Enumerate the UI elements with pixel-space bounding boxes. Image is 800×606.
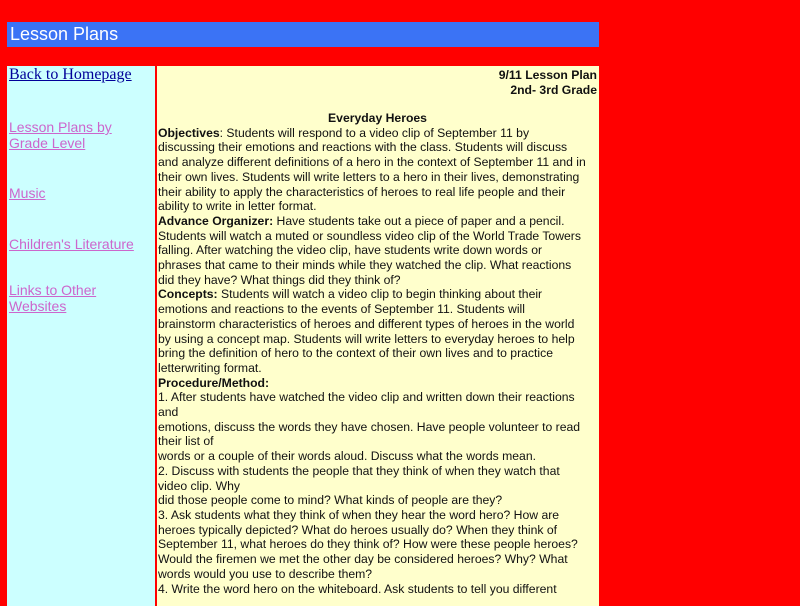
text-line: 4. Write the word hero on the whiteboard. Ask students to tell you different (158, 581, 557, 596)
text-line: did those people come to mind? What kinds of people are they? (158, 493, 503, 508)
text-line: did they have? What things did they think of? (158, 272, 401, 287)
text-line: and (158, 405, 179, 420)
text-line: by using a concept map. Students will write letters to everyday heroes to help (158, 331, 575, 346)
concepts-line (158, 287, 597, 302)
text-line: ability to write in letter format. (158, 199, 317, 214)
text-line: 3. Ask students what they think of when they hear the word hero? How are (158, 507, 560, 522)
text-line: their own lives. Students will write letters to a hero in their lives, demonstrating (158, 169, 580, 184)
text-line: Would the firemen we met the other day be considered heroes? Why? What (158, 552, 568, 567)
text-line: emotions, discuss the words they have chosen. Have people volunteer to read (158, 419, 581, 434)
advance-organizer-text: Have students take out a piece of paper and a pencil. (273, 213, 565, 228)
text-line: Students will watch a muted or soundless video clip of the World Trade Towers (158, 228, 581, 243)
text-line: bring the definition of hero to the context of their own lives and to practice (158, 346, 553, 361)
text-line: 1. After students have watched the video clip and written down their reactions (158, 390, 575, 405)
text-line: their ability to apply the characteristics of heroes to real life people and their (158, 184, 566, 199)
lesson-body (158, 111, 597, 596)
sidebar-link-line: Links to Other (9, 282, 97, 298)
advance-organizer-line (158, 214, 597, 229)
text-line: words or a couple of their words aloud. Discuss what the words mean. (158, 449, 536, 464)
text-line: September 11, what heroes do they think of? How were these people heroes? (158, 537, 578, 552)
concepts-text: Students will watch a video clip to begin thinking about their (217, 287, 543, 302)
objectives-label: Objectives (158, 125, 220, 140)
text-line: heroes typically depicted? What do heroes usually do? When they think of (158, 522, 558, 537)
procedure-label: Procedure/Method: (158, 375, 270, 390)
sidebar-link-line: Grade Level (9, 135, 86, 151)
sidebar-link-childrens-literature[interactable]: Children's Literature (9, 236, 134, 252)
sidebar-link-music[interactable]: Music (9, 185, 46, 201)
text-line: letterwriting format. (158, 360, 262, 375)
text-line: falling. After watching the video clip, have students write down words or (158, 243, 543, 258)
text-line: words would you use to describe them? (158, 566, 373, 581)
lesson-title: Everyday Heroes (328, 111, 427, 125)
sidebar (7, 66, 155, 606)
sidebar-link-links-to-other-websites[interactable] (9, 282, 96, 314)
sidebar-link-line: Lesson Plans by (9, 119, 112, 135)
header-bar (7, 22, 599, 47)
objectives-text: : Students will respond to a video clip of September 11 by (219, 125, 530, 140)
grade-level: 2nd- 3rd Grade (510, 83, 597, 97)
text-line: discussing their emotions and reactions with the class. Students will discuss (158, 140, 568, 155)
objectives-line (158, 126, 597, 141)
lesson-plan-title: 9/11 Lesson Plan (498, 68, 597, 82)
page-title: Lesson Plans (10, 24, 119, 44)
text-line: brainstorm characteristics of heroes and different types of heroes in the world (158, 316, 575, 331)
concepts-label: Concepts: (158, 287, 218, 302)
text-line: their list of (158, 434, 214, 449)
text-line: and analyze different definitions of a hero in the context of September 11 and in (158, 155, 586, 170)
sidebar-link-lesson-plans-by-grade-level[interactable] (9, 119, 112, 151)
sidebar-link-line: Websites (9, 298, 67, 314)
text-line: emotions and reactions to the events of September 11. Students will (158, 302, 525, 317)
text-line: video clip. Why (158, 478, 240, 493)
text-line: 2. Discuss with students the people that they think of when they watch that (158, 463, 560, 478)
advance-organizer-label: Advance Organizer: (158, 213, 274, 228)
text-line: phrases that came to their minds while they watched the clip. What reactions (158, 258, 572, 273)
lesson-header (499, 68, 597, 98)
back-to-homepage-link[interactable]: Back to Homepage (9, 66, 132, 83)
lesson-content (157, 66, 599, 606)
